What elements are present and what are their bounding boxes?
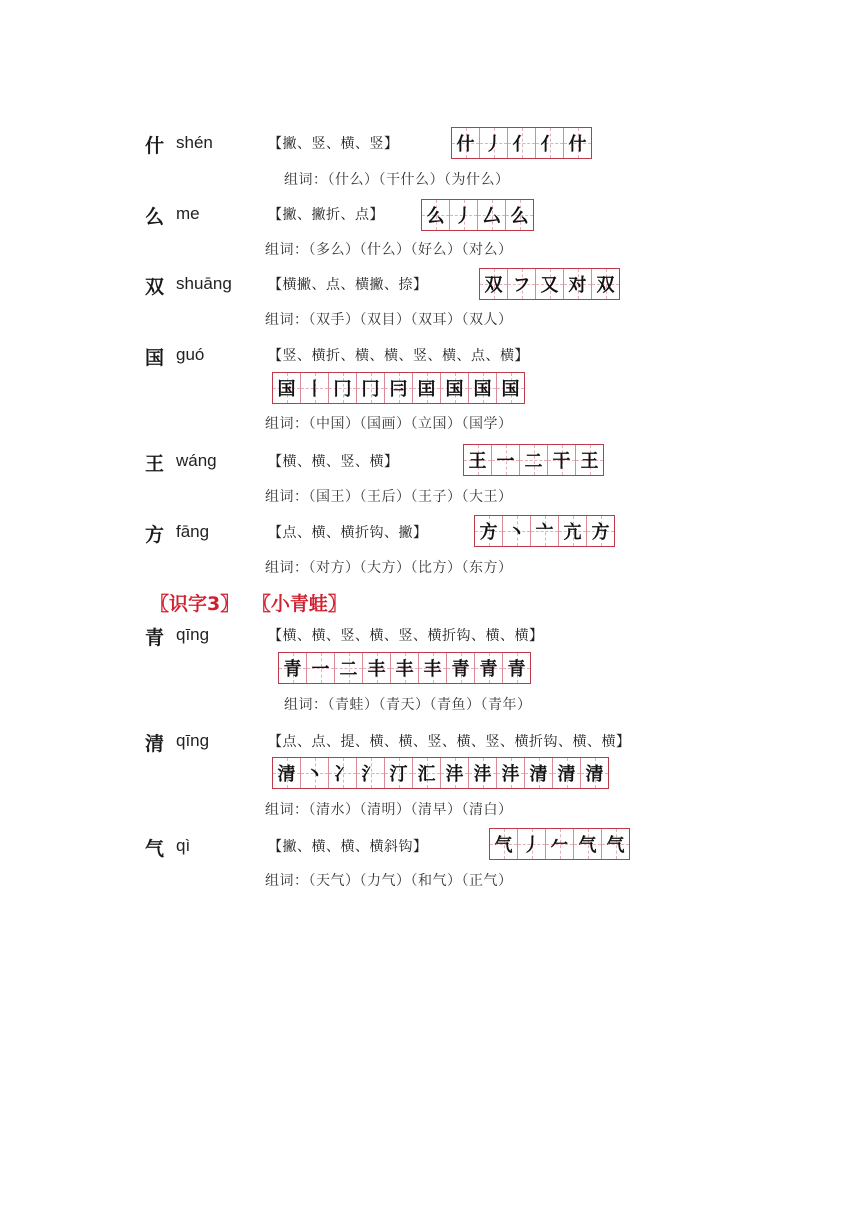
words-prefix: 组词：	[265, 873, 309, 889]
entry-character: 王	[145, 453, 165, 475]
grid-cell	[469, 758, 497, 788]
entry-character: 清	[145, 733, 165, 755]
grid-cell	[602, 829, 629, 859]
words-prefix: 组词：	[265, 489, 309, 505]
grid-cell-char: 什	[456, 134, 475, 155]
grid-cell	[385, 373, 413, 403]
grid-cell-char: 囯	[417, 379, 436, 400]
grid-cell-char: 冂	[333, 379, 352, 400]
words-list: （双手）（双目）（双耳）（双人）	[308, 312, 513, 328]
stroke-order: 【撇、竖、横、竖】	[268, 136, 399, 152]
grid-cell-char: 亻	[512, 134, 531, 155]
grid-cell	[564, 269, 592, 299]
grid-cell	[391, 653, 419, 683]
grid-cell	[413, 373, 441, 403]
grid-cell-char: 清	[585, 764, 604, 785]
entry-pinyin: fāng	[176, 522, 210, 541]
words-list: （清水）（清明）（清早）（清白）	[308, 802, 513, 818]
grid-cell-char: 氵	[361, 764, 380, 785]
grid-cell	[506, 200, 533, 230]
grid-cell	[385, 758, 413, 788]
stroke-order: 【横、横、竖、横】	[268, 454, 399, 470]
grid-cell-char: 一	[496, 451, 515, 472]
stroke-grid	[272, 372, 525, 404]
grid-cell-char: 沣	[445, 764, 464, 785]
grid-cell-char: 亻	[540, 134, 559, 155]
grid-cell-char: 气	[578, 835, 597, 856]
stroke-order: 【横撇、点、横撇、捺】	[268, 277, 428, 293]
grid-cell-char: 双	[484, 275, 503, 296]
lesson-title: 〖小青蛙〗	[251, 593, 347, 615]
grid-cell-char: 王	[580, 451, 599, 472]
grid-cell-char: 丰	[367, 659, 386, 680]
grid-cell	[503, 653, 530, 683]
stroke-order: 【撇、横、横、横斜钩】	[268, 839, 428, 855]
grid-cell-char: 沣	[473, 764, 492, 785]
grid-cell-char: 什	[568, 134, 587, 155]
grid-cell	[497, 373, 524, 403]
grid-cell-char: 对	[568, 275, 587, 296]
grid-cell	[452, 128, 480, 158]
word-examples	[265, 413, 513, 433]
grid-cell	[447, 653, 475, 683]
grid-cell-char: 丶	[507, 522, 526, 543]
grid-cell-char: 亠	[535, 522, 554, 543]
entry-pinyin: wáng	[176, 451, 217, 470]
stroke-order: 【点、点、提、横、横、竖、横、竖、横折钩、横、横】	[268, 734, 631, 750]
grid-cell	[363, 653, 391, 683]
stroke-grid	[421, 199, 534, 231]
grid-cell-char: 丰	[395, 659, 414, 680]
grid-cell-char: 么	[510, 206, 529, 227]
lesson-number: 〖识字3〗	[150, 593, 240, 615]
grid-cell-char: 沣	[501, 764, 520, 785]
grid-cell	[518, 829, 546, 859]
grid-cell	[357, 758, 385, 788]
words-prefix: 组词：	[284, 172, 328, 188]
grid-cell-char: 气	[494, 835, 513, 856]
grid-cell	[329, 758, 357, 788]
grid-cell-char: 冂	[361, 379, 380, 400]
grid-cell	[503, 516, 531, 546]
grid-cell	[508, 128, 536, 158]
words-prefix: 组词：	[265, 416, 309, 432]
stroke-grid	[479, 268, 620, 300]
grid-cell-char: 丨	[305, 379, 324, 400]
entry-character: 国	[145, 347, 165, 369]
words-list: （中国）（国画）（立国）（国学）	[308, 416, 513, 432]
grid-cell	[508, 269, 536, 299]
grid-cell-char: 二	[524, 451, 543, 472]
grid-cell	[497, 758, 525, 788]
stroke-order: 【横、横、竖、横、竖、横折钩、横、横】	[268, 628, 544, 644]
grid-cell-char: 国	[445, 379, 464, 400]
grid-cell-char: 么	[426, 206, 445, 227]
stroke-order: 【撇、撇折、点】	[268, 207, 384, 223]
grid-cell	[441, 373, 469, 403]
entry-character: 双	[145, 276, 165, 298]
grid-cell	[592, 269, 619, 299]
grid-cell	[335, 653, 363, 683]
grid-cell	[273, 758, 301, 788]
grid-cell-char: フ	[512, 275, 531, 296]
entry-pinyin: guó	[176, 345, 205, 364]
words-list: （多么）（什么）（好么）（对么）	[308, 242, 513, 258]
words-prefix: 组词：	[265, 242, 309, 258]
grid-cell	[536, 269, 564, 299]
word-examples	[265, 486, 513, 506]
grid-cell	[553, 758, 581, 788]
word-examples	[265, 870, 513, 890]
grid-cell	[536, 128, 564, 158]
words-list: （国王）（王后）（王子）（大王）	[308, 489, 513, 505]
word-examples	[284, 169, 510, 189]
grid-cell-char: 二	[339, 659, 358, 680]
grid-cell-char: 国	[473, 379, 492, 400]
word-examples	[284, 694, 532, 714]
grid-cell-char: 方	[479, 522, 498, 543]
grid-cell-char: 汀	[389, 764, 408, 785]
grid-cell	[464, 445, 492, 475]
grid-cell	[419, 653, 447, 683]
entry-character: 什	[145, 135, 165, 157]
stroke-grid	[463, 444, 604, 476]
words-list: （什么）（干什么）（为什么）	[327, 172, 510, 188]
grid-cell	[564, 128, 591, 158]
grid-cell-char: 丿	[484, 134, 503, 155]
stroke-grid	[272, 757, 609, 789]
grid-cell	[490, 829, 518, 859]
entry-pinyin: me	[176, 204, 200, 223]
words-list: （对方）（大方）（比方）（东方）	[308, 560, 513, 576]
grid-cell	[273, 373, 301, 403]
grid-cell-char: 冃	[389, 379, 408, 400]
stroke-grid	[451, 127, 592, 159]
entry-character: 气	[145, 838, 165, 860]
grid-cell-char: 清	[557, 764, 576, 785]
grid-cell-char: 国	[501, 379, 520, 400]
grid-cell-char: 冫	[333, 764, 352, 785]
grid-cell	[279, 653, 307, 683]
words-list: （青蛙）（青天）（青鱼）（青年）	[327, 697, 532, 713]
grid-cell-char: 一	[311, 659, 330, 680]
grid-cell	[475, 653, 503, 683]
grid-cell-char: 干	[552, 451, 571, 472]
grid-cell	[301, 373, 329, 403]
grid-cell-char: 丿	[454, 206, 473, 227]
grid-cell	[478, 200, 506, 230]
grid-cell	[357, 373, 385, 403]
grid-cell-char: 青	[451, 659, 470, 680]
grid-cell-char: 又	[540, 275, 559, 296]
entry-pinyin: shén	[176, 133, 213, 152]
grid-cell-char: 青	[283, 659, 302, 680]
words-list: （天气）（力气）（和气）（正气）	[308, 873, 513, 889]
grid-cell	[492, 445, 520, 475]
word-examples	[265, 799, 513, 819]
grid-cell-char: 清	[277, 764, 296, 785]
grid-cell	[329, 373, 357, 403]
word-examples	[265, 239, 513, 259]
grid-cell	[576, 445, 603, 475]
words-prefix: 组词：	[265, 560, 309, 576]
word-examples	[265, 309, 513, 329]
words-prefix: 组词：	[265, 802, 309, 818]
entry-pinyin: shuāng	[176, 274, 232, 293]
grid-cell-char: 厶	[482, 206, 501, 227]
words-prefix: 组词：	[284, 697, 328, 713]
grid-cell	[548, 445, 576, 475]
stroke-order: 【点、横、横折钩、撇】	[268, 525, 428, 541]
entry-character: 青	[145, 627, 165, 649]
grid-cell	[422, 200, 450, 230]
grid-cell-char: 青	[507, 659, 526, 680]
grid-cell	[531, 516, 559, 546]
grid-cell-char: 双	[596, 275, 615, 296]
grid-cell	[574, 829, 602, 859]
grid-cell	[469, 373, 497, 403]
lesson-heading	[150, 589, 347, 616]
grid-cell	[441, 758, 469, 788]
grid-cell-char: 国	[277, 379, 296, 400]
grid-cell	[525, 758, 553, 788]
grid-cell	[587, 516, 614, 546]
stroke-grid	[489, 828, 630, 860]
entry-pinyin: qì	[176, 836, 191, 855]
grid-cell-char: 丰	[423, 659, 442, 680]
stroke-order: 【竖、横折、横、横、竖、横、点、横】	[268, 348, 529, 364]
grid-cell	[520, 445, 548, 475]
stroke-grid	[278, 652, 531, 684]
entry-pinyin: qīng	[176, 731, 210, 750]
grid-cell	[413, 758, 441, 788]
grid-cell	[546, 829, 574, 859]
grid-cell	[480, 269, 508, 299]
grid-cell	[307, 653, 335, 683]
grid-cell	[301, 758, 329, 788]
grid-cell	[475, 516, 503, 546]
grid-cell	[450, 200, 478, 230]
grid-cell	[480, 128, 508, 158]
grid-cell-char: 方	[591, 522, 610, 543]
stroke-grid	[474, 515, 615, 547]
grid-cell-char: 𠂉	[550, 835, 569, 856]
entry-character: 方	[145, 524, 165, 546]
grid-cell-char: 王	[468, 451, 487, 472]
grid-cell-char: 汇	[417, 764, 436, 785]
grid-cell-char: 丶	[305, 764, 324, 785]
grid-cell-char: 亢	[563, 522, 582, 543]
grid-cell-char: 青	[479, 659, 498, 680]
grid-cell-char: 丿	[522, 835, 541, 856]
words-prefix: 组词：	[265, 312, 309, 328]
grid-cell-char: 气	[606, 835, 625, 856]
entry-character: 么	[145, 206, 165, 228]
grid-cell	[559, 516, 587, 546]
grid-cell-char: 清	[529, 764, 548, 785]
word-examples	[265, 557, 513, 577]
grid-cell	[581, 758, 608, 788]
entry-pinyin: qīng	[176, 625, 210, 644]
